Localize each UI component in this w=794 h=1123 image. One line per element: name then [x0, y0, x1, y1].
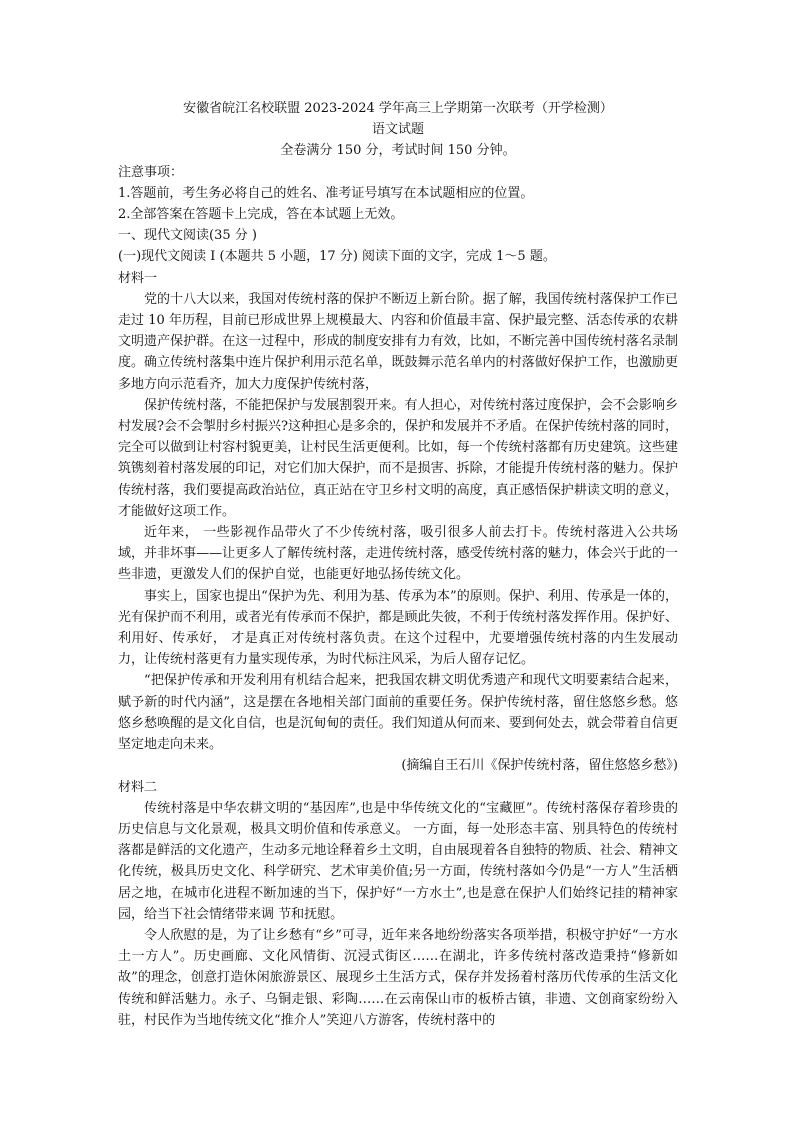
- notes-item-1: 1.答题前，考生务必将自己的姓名、准考证号填写在本试题相应的位置。: [118, 185, 534, 201]
- exam-score-time: 全卷满分 150 分，考试时间 150 分钟。: [280, 143, 516, 159]
- material-2-paragraph-1: 传统村落是中华农耕文明的“基因库”,也是中华传统文化的“宝藏匣”。传统村落保存着珍贵的历史信息与文化景观，极具文明价值和传承意义。 一方面，每一处形态丰富、别具特色的传统村落都是鲜活的文化遗产，生动多元地诠释着乡土文明，自由展现着各自独特的物质、社会、精神文化传统，极具历史文化、科学研究、艺术审美价值;另一方面，传统村落如今仍是“一方人”生活栖居之地，在城市化进程不断加速的当下，保护好“一方水土”,也是意在保护人们始终记挂的精神家园，给当下社会情绪带来调 节和抚慰。: [118, 800, 678, 922]
- material-1-source: (摘编自王石川《保护传统村落，留住悠悠乡愁》): [401, 758, 678, 774]
- exam-page: [118, 98, 678, 1031]
- material-1-paragraph-3: 近年来， 一些影视作品带火了不少传统村落，吸引很多人前去打卡。传统村落进入公共场域，并非坏事——让更多人了解传统村落，走进传统村落，感受传统村落的魅力，体会兴于此的一些非遗，更激发人们的保护自觉，也能更好地弘扬传统文化。: [118, 525, 678, 583]
- notes-heading: 注意事项：: [118, 164, 184, 180]
- exam-title: 安徽省皖江名校联盟 2023-2024 学年高三上学期第一次联考（开学检测）: [183, 101, 613, 116]
- material-2-label: 材料二: [118, 779, 158, 795]
- material-1-paragraph-2: 保护传统村落，不能把保护与发展割裂开来。有人担心，对传统村落过度保护，会不会影响乡村发展?会不会掣肘乡村振兴?这种担心是多余的，保护和发展并不矛盾。在保护传统村落的同时，完全可以做到让村容村貌更美，让村民生活更便利。比如，每一个传统村落都有历史建筑。这些建筑镌刻着村落发展的印记，对它们加大保护，而不是损害、拆除，才能提升传统村落的魅力。保护传统村落，我们要提高政治站位，真正站在守卫乡村文明的高度，真正感悟保护耕读文明的意义，才能做好这项工作。: [118, 397, 678, 519]
- exam-subject: 语文试题: [371, 122, 424, 138]
- subsection-heading: (一)现代文阅读 I (本题共 5 小题，17 分) 阅读下面的文字，完成 1～5 题。: [118, 249, 556, 265]
- material-2-paragraph-2: 令人欣慰的是，为了让乡愁有“乡”可寻，近年来各地纷纷落实各项举措，积极守护好“一方水土一方人”。历史画廊、文化风情街、沉浸式街区……在湖北，许多传统村落改造秉持“修新如故”的理念，创意打造休闲旅游景区、展现乡土生活方式，保存并发扬着村落历代传承的生活文化传统和鲜活魅力。永子、乌铜走银、彩陶……在云南保山市的板桥古镇，非遗、文创商家纷纷入驻，村民作为当地传统文化“推介人”笑迎八方游客，传统村落中的: [118, 927, 678, 1028]
- section-heading: 一、现代文阅读(35 分 ): [118, 228, 257, 244]
- material-1-paragraph-5: “把保护传承和开发利用有机结合起来，把我国农耕文明优秀遗产和现代文明要素结合起来，赋予新的时代内涵”，这是摆在各地相关部门面前的重要任务。保护传统村落，留住悠悠乡愁。悠悠乡愁唤醒的是文化自信，也是沉甸甸的责任。我们知道从何而来、要到何处去，就会带着自信更坚定地走向未来。: [118, 673, 678, 753]
- material-1-paragraph-4: 事实上，国家也提出“保护为先、利用为基、传承为本”的原则。保护、利用、传承是一体的，光有保护而不利用，或者光有传承而不保护，都是顾此失彼，不利于传统村落发挥作用。保护好、利用好、传承好， 才是真正对传统村落负责。在这个过程中，尤要增强传统村落的内生发展动力，让传统村落更有力量实现传承，为时代标注风采，为后人留存记忆。: [118, 588, 678, 668]
- material-1-label: 材料一: [118, 270, 158, 286]
- material-1-paragraph-1: 党的十八大以来，我国对传统村落的保护不断迈上新台阶。据了解，我国传统村落保护工作已走过 10 年历程，目前已形成世界上规模最大、内容和价值最丰富、保护最完整、活态传承的农耕文明遗产保护群。在这一过程中，形成的制度安排有力有效，比如，不断完善中国传统村落名录制度。确立传统村落集中连片保护利用示范名单，既鼓舞示范名单内的村落做好保护工作，也激励更多地方向示范看齐，加大力度保护传统村落，: [118, 291, 678, 392]
- notes-item-2: 2.全部答案在答题卡上完成，答在本试题上无效。: [118, 207, 404, 223]
